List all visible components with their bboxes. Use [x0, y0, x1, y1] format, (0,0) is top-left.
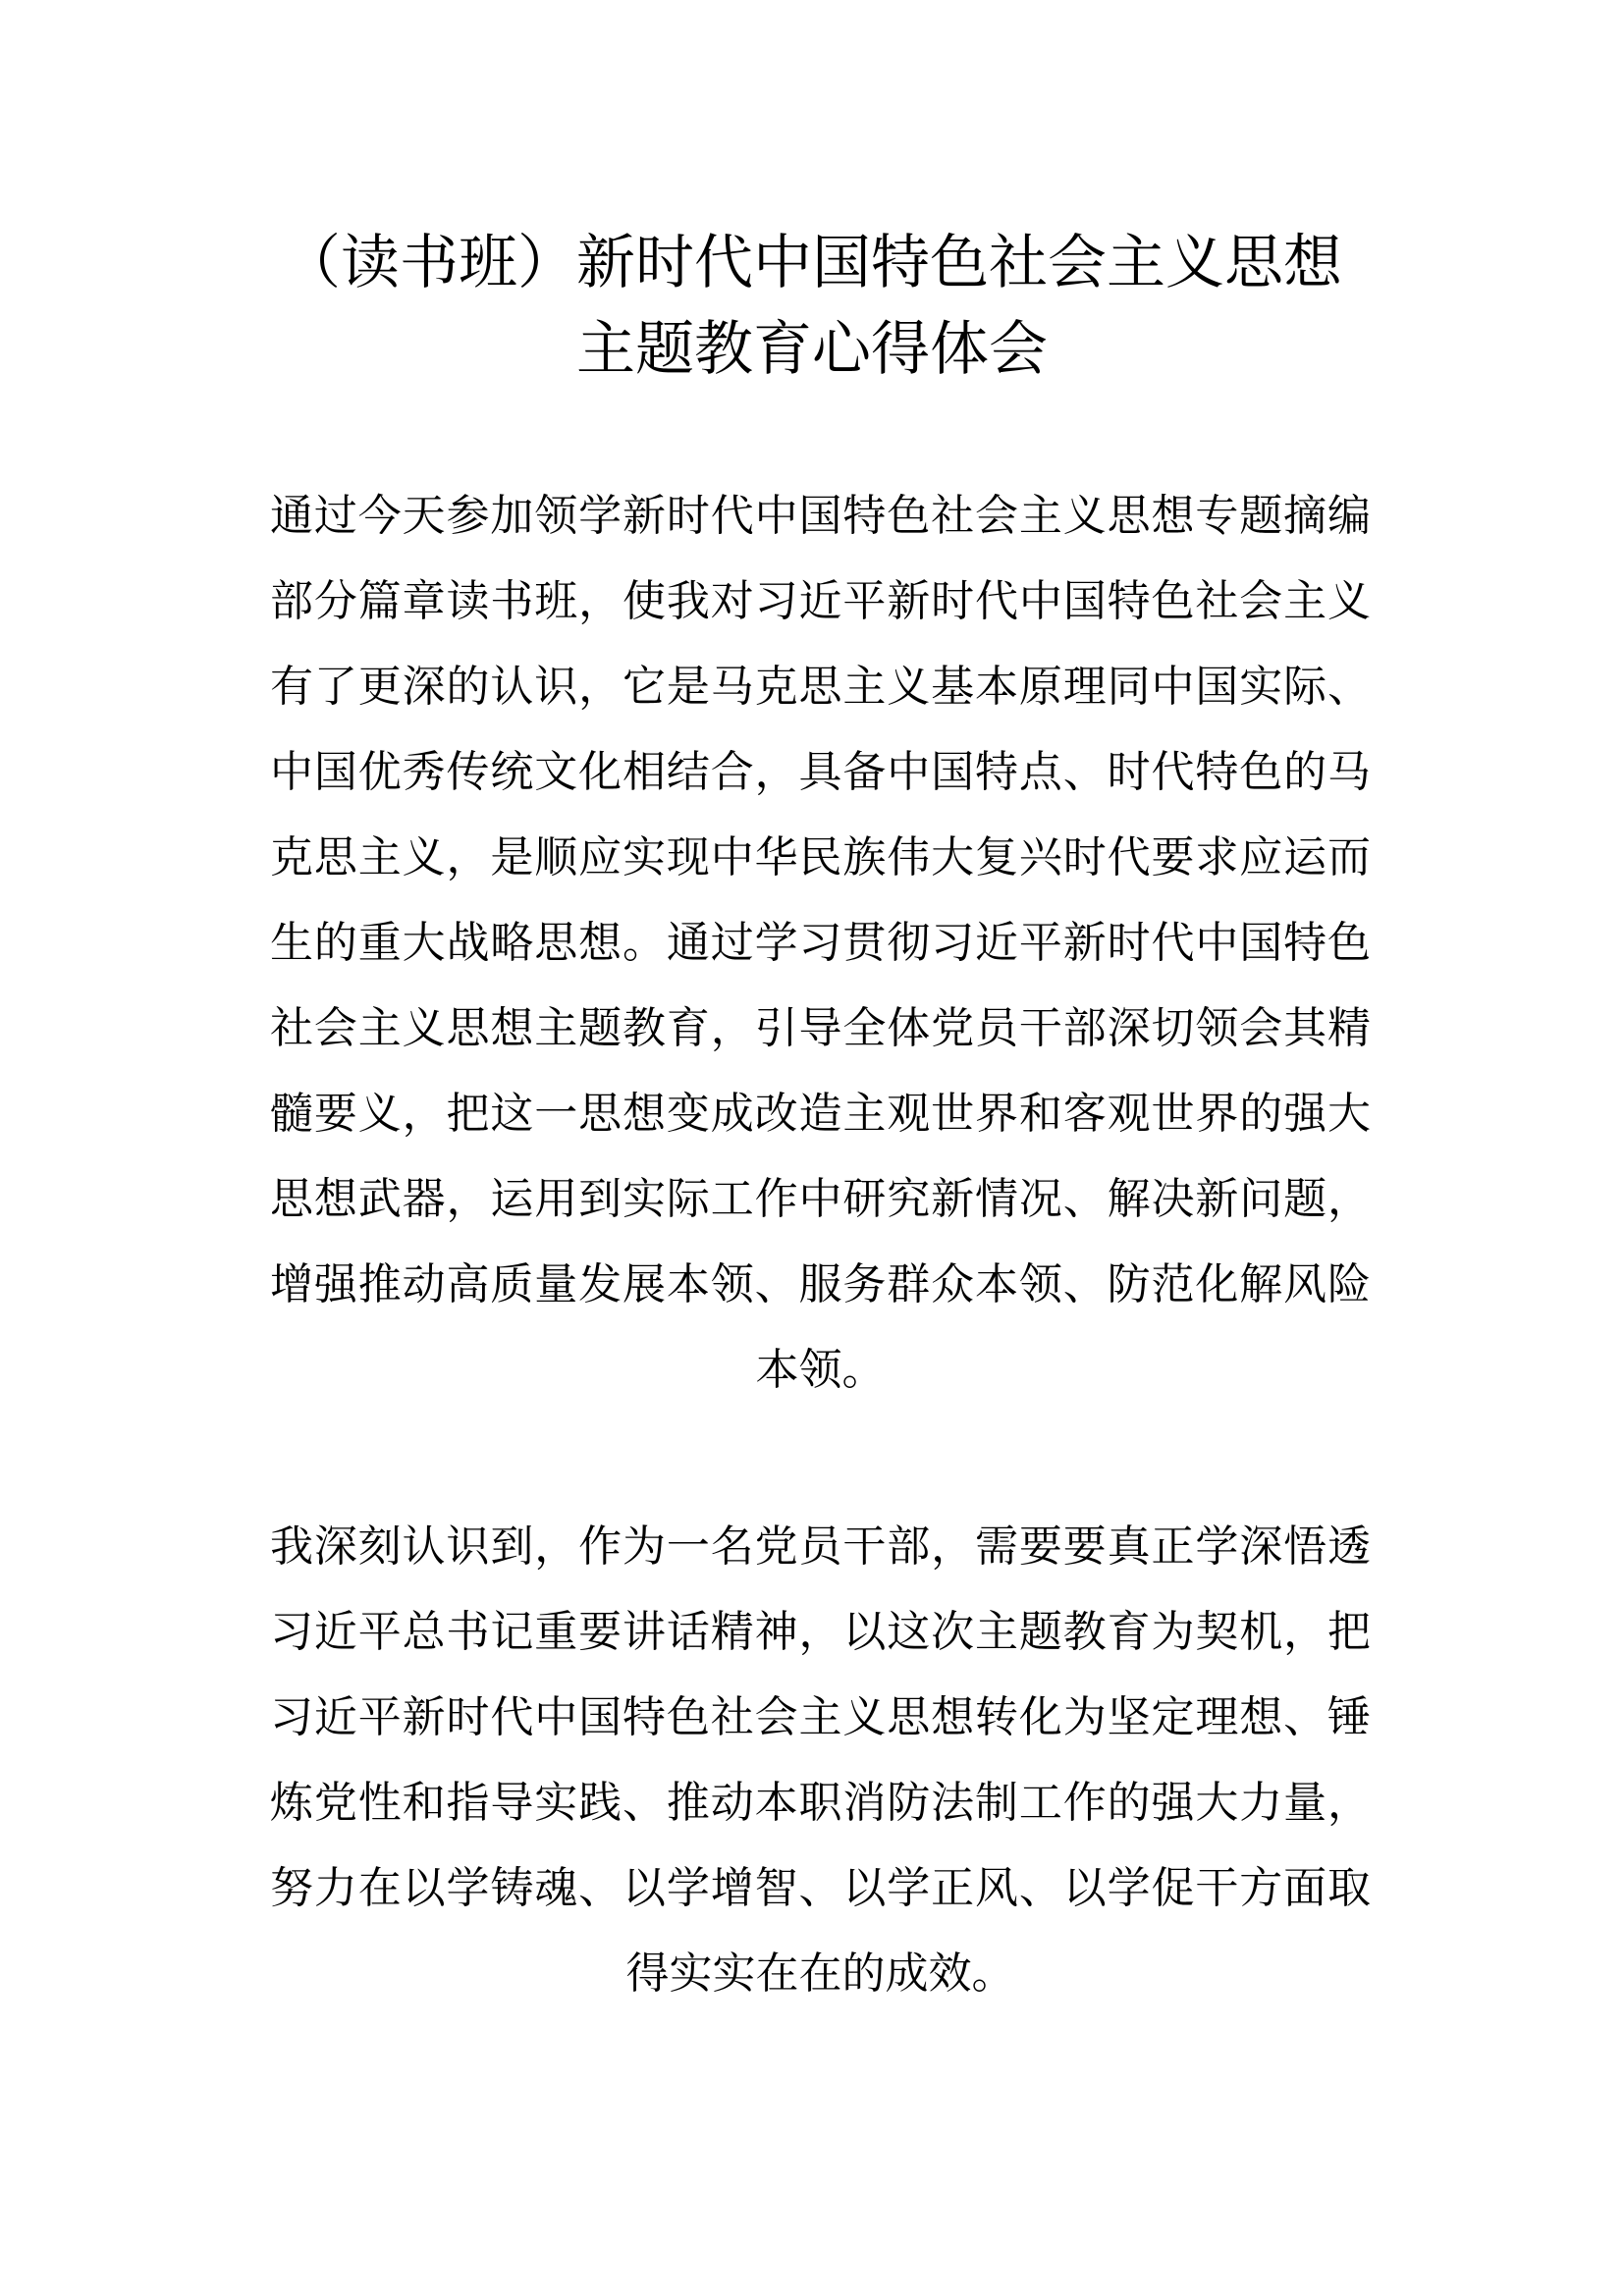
title-line: 主题教育心得体会 — [576, 315, 1048, 384]
paragraph-line: 得实实在在的成效。 — [625, 1949, 1015, 1999]
paragraph-line: 克思主义，是顺应实现中华民族伟大复兴时代要求应运而 — [270, 832, 1371, 882]
paragraph-line: 社会主义思想主题教育，引导全体党员干部深切领会其精 — [270, 1003, 1371, 1053]
paragraph-line: 部分篇章读书班，使我对习近平新时代中国特色社会主义 — [270, 576, 1371, 626]
paragraph-line: 本领。 — [755, 1345, 886, 1395]
document-title — [196, 220, 1428, 393]
paragraph-line: 有了更深的认识，它是马克思主义基本原理同中国实际、 — [270, 662, 1371, 712]
paragraph-line: 习近平新时代中国特色社会主义思想转化为坚定理想、锤 — [270, 1692, 1371, 1742]
paragraph-line: 习近平总书记重要讲话精神，以这次主题教育为契机，把 — [270, 1607, 1371, 1657]
paragraph-line: 我深刻认识到，作为一名党员干部，需要要真正学深悟透 — [270, 1522, 1371, 1572]
paragraph-line: 努力在以学铸魂、以学增智、以学正风、以学促干方面取 — [270, 1863, 1371, 1913]
paragraph-line: 炼党性和指导实践、推动本职消防法制工作的强大力量， — [270, 1778, 1371, 1828]
body-paragraph — [270, 1504, 1371, 2016]
paragraph-line: 通过今天参加领学新时代中国特色社会主义思想专题摘编 — [270, 491, 1371, 541]
paragraph-line: 思想武器，运用到实际工作中研究新情况、解决新问题， — [270, 1174, 1371, 1224]
paragraph-line: 中国优秀传统文化相结合，具备中国特点、时代特色的马 — [270, 747, 1371, 797]
paragraph-line: 增强推动高质量发展本领、服务群众本领、防范化解风险 — [270, 1259, 1371, 1309]
paragraph-line: 生的重大战略思想。通过学习贯彻习近平新时代中国特色 — [270, 918, 1371, 968]
paragraph-line: 髓要义，把这一思想变成改造主观世界和客观世界的强大 — [270, 1089, 1371, 1139]
title-line: （读书班）新时代中国特色社会主义思想 — [282, 229, 1342, 297]
body-paragraph — [270, 473, 1371, 1413]
